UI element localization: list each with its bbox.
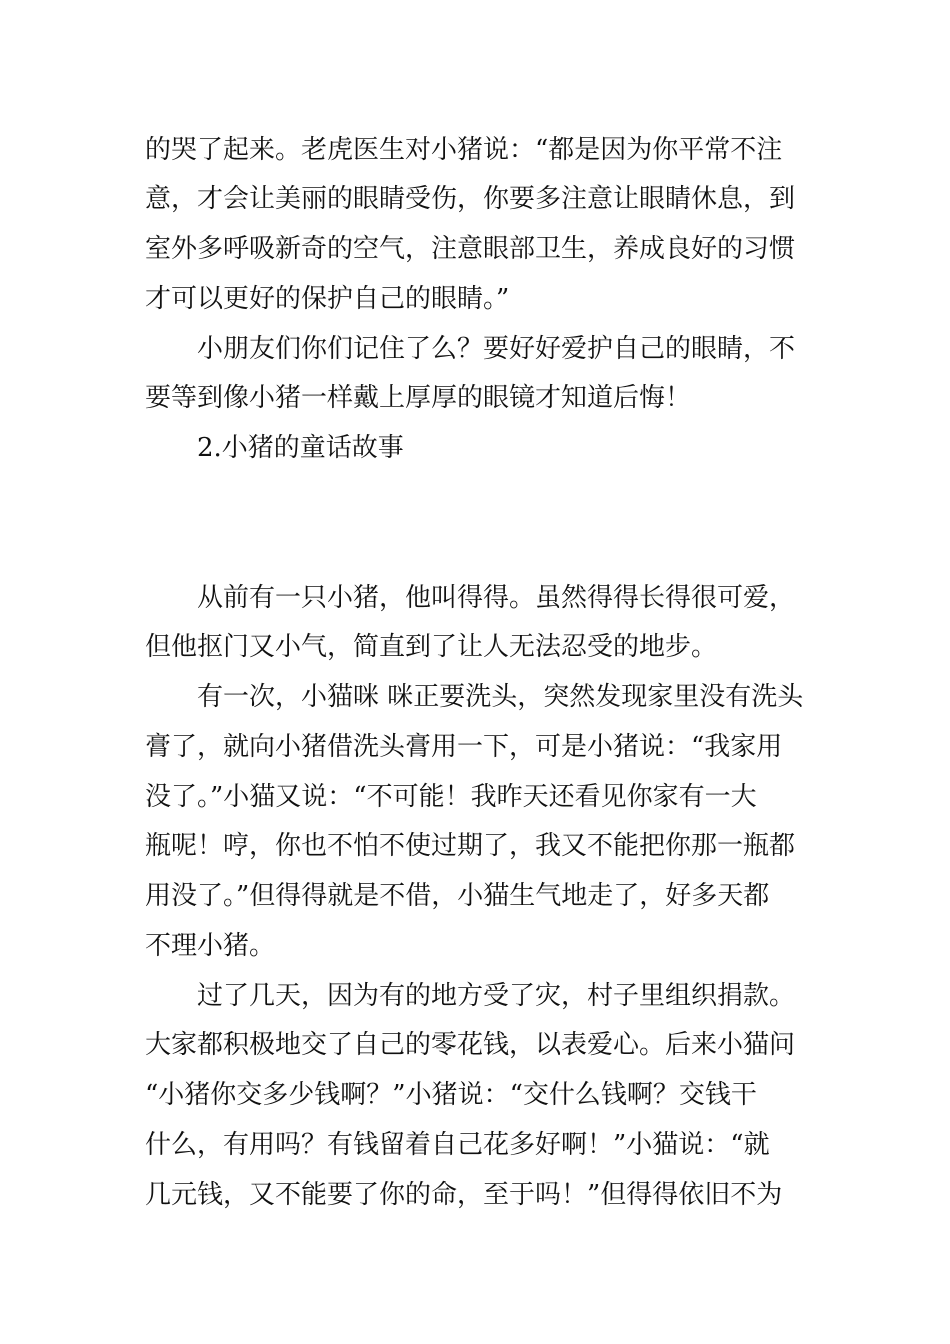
text-line: 用没了。”但得得就是不借，小猫生气地走了，好多天都 [145, 881, 770, 911]
text-line: 室外多呼吸新奇的空气，注意眼部卫生，养成良好的习惯 [145, 234, 796, 264]
text-line: 从前有一只小猪，他叫得得。虽然得得长得很可爱， [197, 583, 796, 613]
text-line: “小猪你交多少钱啊？”小猪说：“交什么钱啊？交钱干 [145, 1080, 757, 1110]
text-line: 不理小猪。 [145, 931, 276, 961]
text-line: 有一次，小猫咪 咪正要洗头，突然发现家里没有洗头 [197, 682, 804, 712]
text-line: 才可以更好的保护自己的眼睛。” [145, 284, 510, 314]
text-line: 几元钱，又不能要了你的命，至于吗！”但得得依旧不为 [145, 1180, 783, 1210]
text-line: 的哭了起来。老虎医生对小猪说：“都是因为你平常不注 [145, 135, 783, 165]
text-line: 什么，有用吗？有钱留着自己花多好啊！”小猫说：“就 [145, 1130, 770, 1160]
text-line: 膏了，就向小猪借洗头膏用一下，可是小猪说：“我家用 [145, 732, 783, 762]
text-line: 瓶呢！哼，你也不怕不使过期了，我又不能把你那一瓶都 [145, 831, 796, 861]
text-line: 要等到像小猪一样戴上厚厚的眼镜才知道后悔！ [145, 383, 692, 413]
text-line: 但他抠门又小气，简直到了让人无法忍受的地步。 [145, 632, 718, 662]
text-line: 没了。”小猫又说：“不可能！我昨天还看见你家有一大 [145, 782, 757, 812]
text-line: 过了几天，因为有的地方受了灾，村子里组织捐款。 [197, 981, 796, 1011]
section-heading: 2.小猪的童话故事 [197, 433, 404, 463]
text-line: 意，才会让美丽的眼睛受伤，你要多注意让眼睛休息，到 [145, 184, 796, 214]
text-line: 小朋友们你们记住了么？要好好爱护自己的眼睛，不 [197, 334, 796, 364]
text-line: 大家都积极地交了自己的零花钱，以表爱心。后来小猫问 [145, 1030, 796, 1060]
